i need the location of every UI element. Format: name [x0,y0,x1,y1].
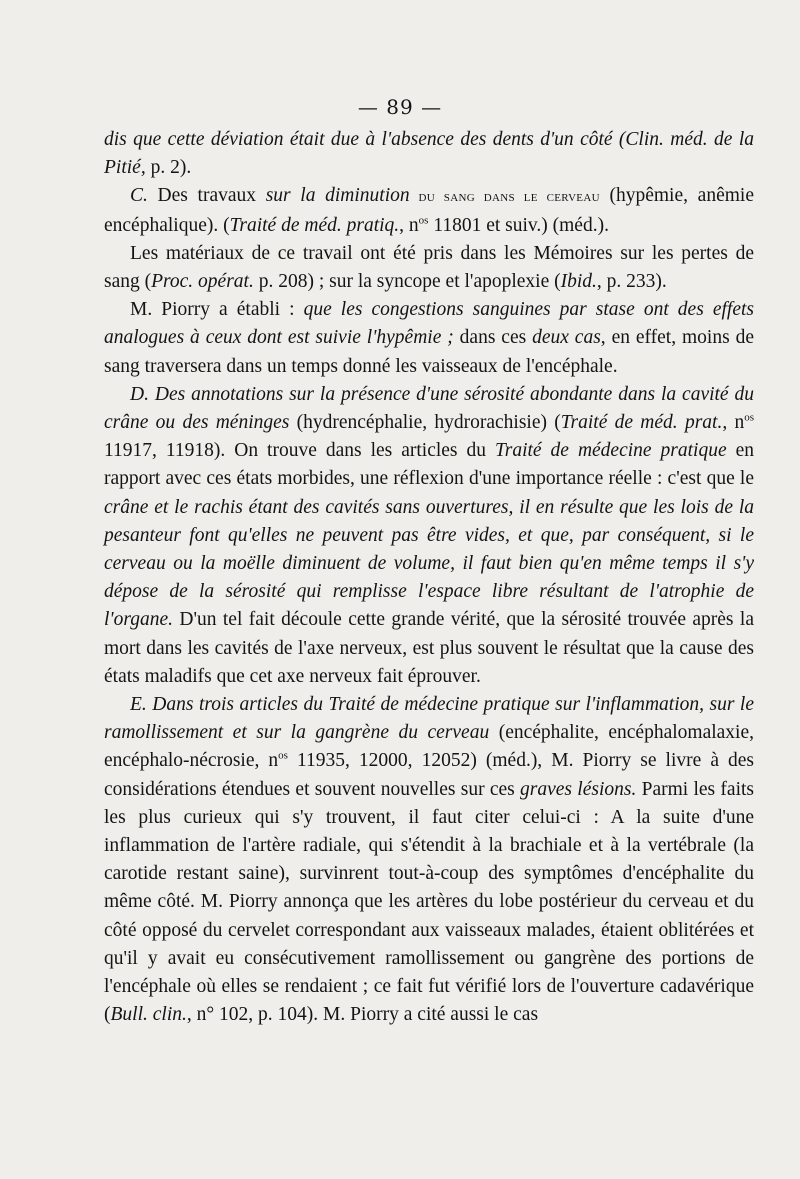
text-run: , p. 233). [596,271,667,293]
text-run: 11801 et suiv.) (méd.). [428,214,609,236]
text-run: Des travaux [147,185,266,207]
text-run: M. Piorry a établi : [130,299,304,321]
text-run: D. Des annotations sur la présence d'une sérosité abondante dans la cavité du crâne ou des méninges [104,383,754,434]
text-run: Ibid. [560,271,597,293]
text-run: Traité de méd. prat. [560,412,723,434]
text-run: C. [130,185,148,207]
body-text [104,126,754,1030]
text-run: Parmi les faits les plus curieux qui s'y trouvent, il faut citer celui-ci : A la suite d'une inflammation de l'artère radiale, qui s'étendit à la brachiale et à la vertébrale (la carotide restant saine), survinrent tout-à-coup des symptômes d'encéphalite du même côté. M. Piorry annonça que les artères du lobe postérieur du cerveau et du côté opposé du cervelet correspondant aux vaisseaux malades, étaient oblitérées et qu'il y avait eu consécutivement ramollissement ou gangrène des portions de l'encéphale où elles se rendaient ; ce fait fut vérifié lors de l'ouverture cadavérique ( [104,778,754,1026]
paragraph-d-serosite [104,381,754,691]
text-run: Bull. clin. [110,1004,187,1026]
text-run: Les matériaux de ce travail ont été pris dans les Mémoires sur les pertes de sang ( [104,242,754,293]
text-run: , en effet, moins de sang traversera dans un temps donné les vaisseaux de l'encéphale. [104,327,754,377]
paragraph-piorry-congestions [104,296,754,381]
text-run: que les congestions sanguines par stase ont des effets analogues à ceux dont est suivie l'hypêmie ; [104,299,754,349]
text-run: p. 2). [145,157,192,179]
text-run: 11917, 11918). On trouve dans les articles du [104,440,495,462]
text-run: graves lésions. [520,778,637,800]
paragraph-materiaux [104,240,754,296]
text-run: (hypêmie, anêmie encéphalique). ( [104,185,754,236]
text-run: os [744,411,755,424]
text-run: , n [722,412,745,434]
text-run: dans ces [453,327,533,349]
text-run: Traité de médecine pratique [494,440,727,462]
paragraph-continued [104,126,754,182]
paragraph-e-inflammation [104,691,754,1029]
text-run: (hydrencéphalie, hydrorachisie) ( [289,412,561,434]
text-run: dis que cette déviation était due à l'absence des dents d'un côté (Clin. méd. de la Pitié, [104,129,754,179]
text-run: E. Dans trois articles du Traité de médecine pratique sur l'inflammation, sur le ramollissement et sur la gangrène du cerveau [104,694,754,744]
text-run: deux cas [532,327,601,349]
paragraph-c-hypemie [104,182,754,239]
text-run: sur la diminution [265,185,410,207]
text-run: D'un tel fait découle cette grande vérité, que la sérosité trouvée après la mort dans les cavités de l'axe nerveux, est plus souvent le résultat que la cause des états maladifs que cet axe nerveux fait éprouver. [104,609,754,687]
text-run: Traité de méd. pratiq. [229,214,400,236]
text-run: p. 208) ; sur la syncope et l'apoplexie ( [253,271,561,293]
text-run: Proc. opérat. [151,271,254,293]
page-number: — 89 — [357,95,443,119]
text-run: 11935, 12000, 12052) (méd.), M. Piorry se livre à des considérations étendues et souvent nouvelles sur ces [104,750,755,800]
text-run: , n° 102, p. 104). M. Piorry a cité aussi le cas [186,1004,539,1026]
text-run: os [278,749,288,762]
text-run: (encéphalite, encéphalomalaxie, encéphalo-nécrosie, n [104,722,755,772]
text-run: en rapport avec ces états morbides, une réflexion d'une importance réelle : c'est que le [104,440,755,490]
text-run: os [418,214,429,227]
text-run: du sang dans le cerveau [409,189,600,206]
text-run: crâne et le rachis étant des cavités sans ouvertures, il en résulte que les lois de la pesanteur font qu'elles ne peuvent pas être vides, et que, par conséquent, si le cerveau ou la moëlle diminuent de volume, il faut bien qu'en même temps il s'y dépose de la sérosité qui remplisse l'espace libre résultant de l'atrophie de l'organe. [104,496,754,631]
text-run: , n [399,214,419,236]
